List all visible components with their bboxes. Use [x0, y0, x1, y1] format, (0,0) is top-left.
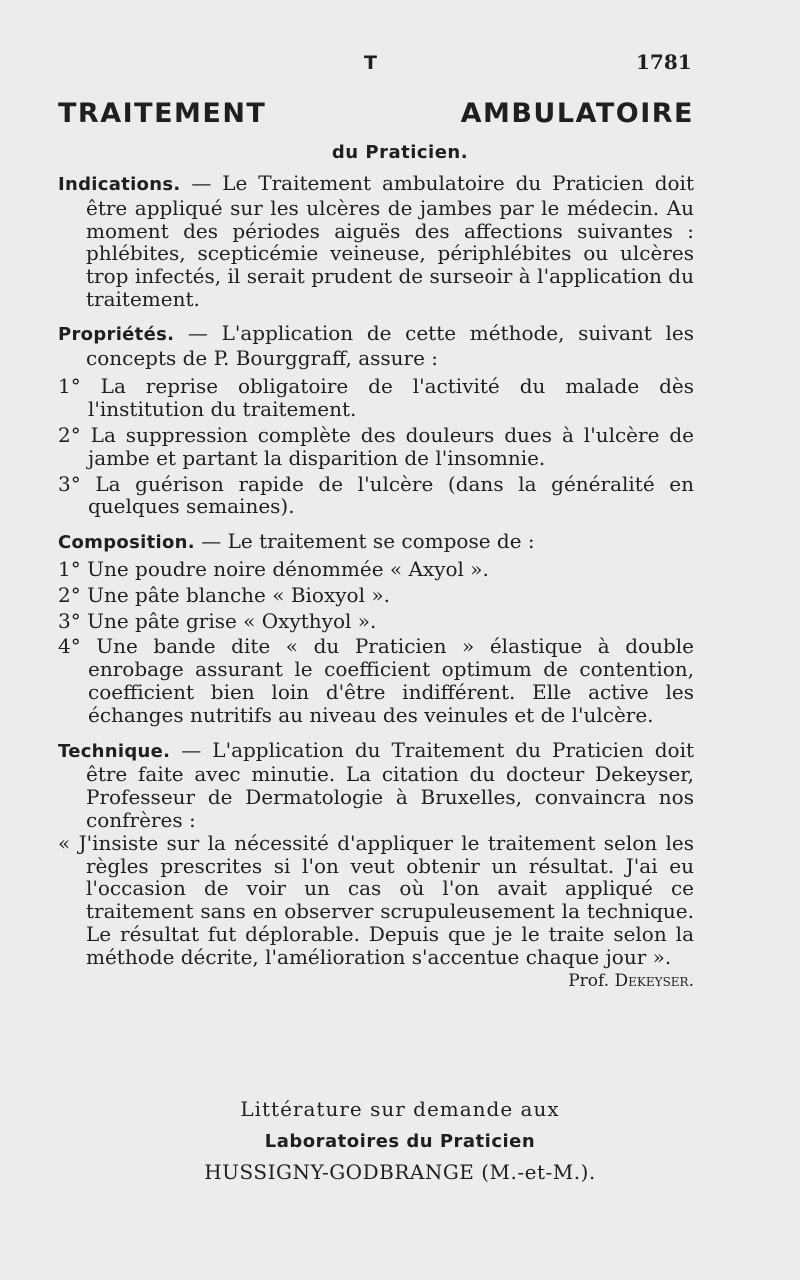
list-item: 3° La guérison rapide de l'ulcère (dans la généralité en quelques semaines).: [58, 471, 694, 519]
footer: [0, 1097, 800, 1184]
footer-address: HUSSIGNY-GODBRANGE (M.-et-M.).: [204, 1160, 596, 1184]
article-body: [58, 172, 694, 1003]
indications-heading: Indications.: [58, 174, 181, 195]
indications-section: [58, 172, 694, 311]
list-item: 1° Une poudre noire dénommée « Axyol ».: [58, 556, 489, 581]
indications-text: — Le Traitement ambulatoire du Praticien doit être appliqué sur les ulcères de jambes par le médecin. Au moment des périodes aiguës des affections suivantes : phlébites, scepticémie veineuse, périphlébites ou ulcères trop infectés, il serait prudent de surseoir à l'application du traitement.: [86, 171, 694, 311]
list-item: 2° La suppression complète des douleurs dues à l'ulcère de jambe et partant la disparition de l'insomnie.: [58, 422, 694, 470]
list-item: 1° La reprise obligatoire de l'activité du malade dès l'institution du traitement.: [58, 374, 694, 422]
quote-signature: [58, 970, 694, 993]
running-header-letter: T: [364, 52, 377, 74]
footer-line-literature: Littérature sur demande aux: [240, 1097, 560, 1121]
technique-section: [58, 739, 694, 993]
technique-text: — L'application du Traitement du Praticien doit être faite avec minutie. La citation du docteur Dekeyser, Professeur de Dermatologie à Bruxelles, convaincra nos confrères :: [86, 737, 694, 832]
proprietes-heading: Propriétés.: [58, 323, 175, 345]
footer-laboratory-name: Laboratoires du Praticien: [264, 1131, 536, 1152]
dekeyser-quote: « J'insiste sur la nécessité d'appliquer le traitement selon les règles prescrites si l'on veut obtenir un résultat. J'ai eu l'occasion de voir un cas où l'on avait appliqué ce traitement sans en observer scrupuleusement la technique. Le résultat fut déplorable. Depuis que je le traite selon la méthode décrite, l'amélioration s'accentue chaque jour ».: [58, 830, 694, 969]
composition-text: — Le traitement se compose de :: [194, 529, 535, 554]
list-item: 4° Une bande dite « du Praticien » élastique à double enrobage assurant le coefficient optimum de contention, coefficient bien loin d'être indifférent. Elle active les échanges nutritifs au niveau des veinules et de l'ulcère.: [58, 634, 694, 727]
composition-list: [58, 558, 694, 727]
proprietes-list: [58, 375, 694, 518]
list-item: 3° Une pâte grise « Oxythyol ».: [58, 608, 377, 633]
technique-heading: Technique.: [58, 740, 171, 762]
page-title: [58, 98, 694, 129]
page-number: 1781: [636, 50, 692, 74]
signature-name: Dekeyser.: [614, 970, 694, 991]
list-item: 2° Une pâte blanche « Bioxyol ».: [58, 582, 390, 607]
proprietes-text: — L'application de cette méthode, suivant les concepts de P. Bourggraff, assure :: [86, 320, 694, 370]
composition-heading: Composition.: [58, 532, 195, 554]
proprietes-section: [58, 322, 694, 370]
title-word-2: AMBULATOIRE: [460, 98, 694, 129]
title-word-1: TRAITEMENT: [58, 98, 267, 129]
page-subtitle: du Praticien.: [331, 142, 469, 163]
composition-section: [58, 530, 694, 555]
signature-prefix: Prof.: [568, 970, 615, 991]
